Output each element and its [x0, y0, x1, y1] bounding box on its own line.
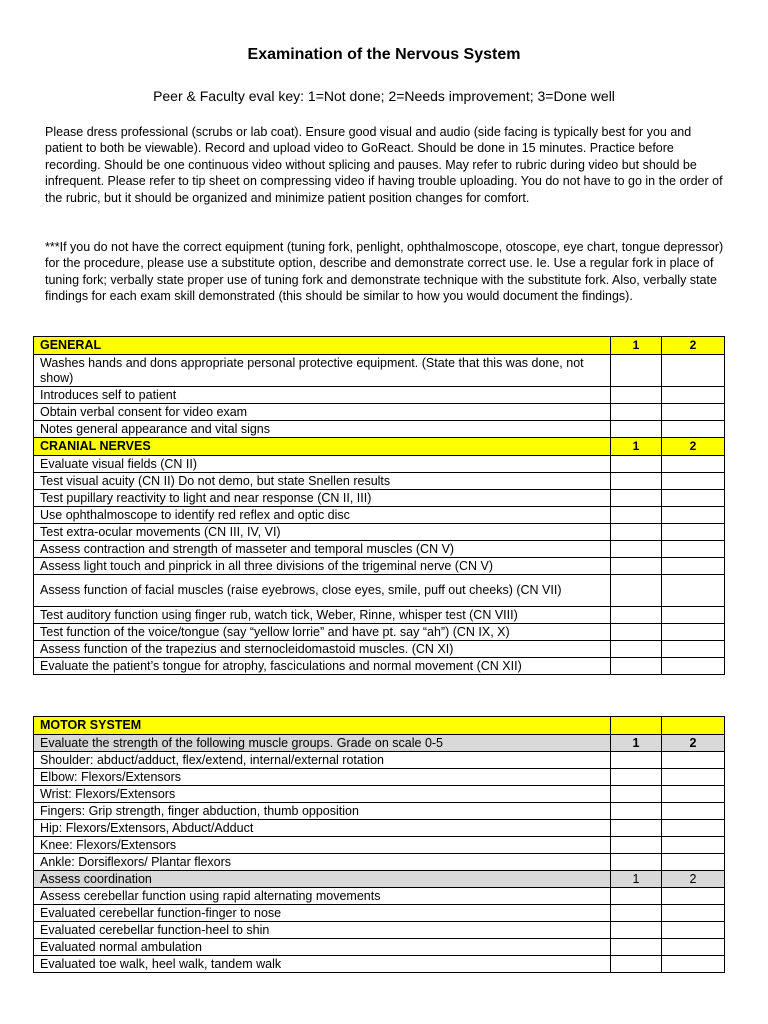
table-row — [34, 956, 725, 973]
score-cell-1[interactable] — [611, 624, 662, 641]
score-cell-1[interactable] — [611, 490, 662, 507]
score-cell-2[interactable] — [662, 641, 725, 658]
table-row — [34, 752, 725, 769]
table-row — [34, 658, 725, 675]
table-row — [34, 404, 725, 421]
score-cell-2[interactable] — [662, 456, 725, 473]
row-label: Ankle: Dorsiflexors/ Plantar flexors — [34, 854, 611, 871]
row-label: Elbow: Flexors/Extensors — [34, 769, 611, 786]
score-cell-1[interactable] — [611, 607, 662, 624]
score-cell-2[interactable] — [662, 786, 725, 803]
score-col-1-header: 1 — [611, 337, 662, 355]
row-label: Evaluated cerebellar function-finger to nose — [34, 905, 611, 922]
table-row — [34, 786, 725, 803]
score-cell-1[interactable] — [611, 355, 662, 387]
score-cell-2[interactable] — [662, 607, 725, 624]
score-cell-2[interactable] — [662, 490, 725, 507]
row-label: Test pupillary reactivity to light and near response (CN II, III) — [34, 490, 611, 507]
row-label: Test visual acuity (CN II) Do not demo, but state Snellen results — [34, 473, 611, 490]
row-label: Test auditory function using finger rub, watch tick, Weber, Rinne, whisper test (CN VIII) — [34, 607, 611, 624]
table-row — [34, 558, 725, 575]
row-label: Assess contraction and strength of masseter and temporal muscles (CN V) — [34, 541, 611, 558]
score-cell-1[interactable] — [611, 803, 662, 820]
row-label: Knee: Flexors/Extensors — [34, 837, 611, 854]
score-cell-2[interactable] — [662, 558, 725, 575]
table-row — [34, 575, 725, 607]
row-label: Evaluate visual fields (CN II) — [34, 456, 611, 473]
table-row — [34, 820, 725, 837]
score-cell-2[interactable] — [662, 837, 725, 854]
score-cell-2[interactable] — [662, 752, 725, 769]
row-label: Introduces self to patient — [34, 387, 611, 404]
score-col-1-header: 1 — [611, 438, 662, 456]
row-label: Assess function of the trapezius and sternocleidomastoid muscles. (CN XI) — [34, 641, 611, 658]
score-col-1-header: 1 — [611, 871, 662, 888]
score-cell-2[interactable] — [662, 624, 725, 641]
table-row — [34, 524, 725, 541]
row-label: Wrist: Flexors/Extensors — [34, 786, 611, 803]
table-row — [34, 624, 725, 641]
score-col-2-header — [662, 717, 725, 735]
score-cell-1[interactable] — [611, 524, 662, 541]
score-col-2-header: 2 — [662, 438, 725, 456]
score-cell-2[interactable] — [662, 854, 725, 871]
score-cell-2[interactable] — [662, 888, 725, 905]
table-row — [34, 922, 725, 939]
row-label: Assess cerebellar function using rapid alternating movements — [34, 888, 611, 905]
row-label: Evaluated cerebellar function-heel to shin — [34, 922, 611, 939]
score-cell-2[interactable] — [662, 820, 725, 837]
eval-key: Peer & Faculty eval key: 1=Not done; 2=Needs improvement; 3=Done well — [153, 88, 615, 104]
row-label: Notes general appearance and vital signs — [34, 421, 611, 438]
page-title: Examination of the Nervous System — [247, 46, 521, 63]
score-cell-1[interactable] — [611, 786, 662, 803]
row-label: Fingers: Grip strength, finger abduction, thumb opposition — [34, 803, 611, 820]
score-cell-1[interactable] — [611, 820, 662, 837]
row-label: Evaluated normal ambulation — [34, 939, 611, 956]
score-cell-1[interactable] — [611, 658, 662, 675]
general-cranial-rubric-table — [33, 336, 725, 675]
score-cell-2[interactable] — [662, 387, 725, 404]
row-label: Hip: Flexors/Extensors, Abduct/Adduct — [34, 820, 611, 837]
score-col-1-header: 1 — [611, 735, 662, 752]
table-row — [34, 803, 725, 820]
score-cell-1[interactable] — [611, 558, 662, 575]
score-cell-1[interactable] — [611, 752, 662, 769]
score-cell-2[interactable] — [662, 575, 725, 607]
equipment-note-paragraph: ***If you do not have the correct equipment (tuning fork, penlight, ophthalmoscope, otoscope, eye chart, tongue depressor) for the procedure, please use a substitute option, describe and demonstrate correct use. Ie. Use a regular fork in place of tuning fork; verbally state proper use of tuning fork and demonstrate technique with the substitute fork. Also, verbally state findings for each exam skill demonstrated (this should be similar to how you would document the findings). — [45, 240, 724, 304]
score-cell-2[interactable] — [662, 803, 725, 820]
score-cell-1[interactable] — [611, 507, 662, 524]
score-cell-2[interactable] — [662, 769, 725, 786]
instructions-paragraph: Please dress professional (scrubs or lab coat). Ensure good visual and audio (side facing is typically best for you and patient to both be viewable). Record and upload video to GoReact. Should be done in 15 minutes. Practice before recording. Should be one continuous video without splicing and pauses. May refer to rubric during video but should be infrequent. Please refer to tip sheet on compressing video if having trouble uploading. You do not have to go in the order of the rubric, but it should be organized and minimize patient position changes for comfort. — [45, 125, 723, 205]
score-cell-1[interactable] — [611, 575, 662, 607]
score-cell-2[interactable] — [662, 421, 725, 438]
row-label: Shoulder: abduct/adduct, flex/extend, internal/external rotation — [34, 752, 611, 769]
row-label: Test extra-ocular movements (CN III, IV, VI) — [34, 524, 611, 541]
table-row — [34, 456, 725, 473]
section-title: MOTOR SYSTEM — [34, 717, 611, 735]
score-cell-2[interactable] — [662, 658, 725, 675]
score-col-2-header: 2 — [662, 735, 725, 752]
score-col-2-header: 2 — [662, 871, 725, 888]
table-row — [34, 387, 725, 404]
section-title: GENERAL — [34, 337, 611, 355]
row-label: Assess function of facial muscles (raise eyebrows, close eyes, smile, puff out cheeks) (CN VII) — [34, 575, 611, 607]
table-row — [34, 939, 725, 956]
score-cell-1[interactable] — [611, 888, 662, 905]
score-col-2-header: 2 — [662, 337, 725, 355]
row-label: Assess light touch and pinprick in all three divisions of the trigeminal nerve (CN V) — [34, 558, 611, 575]
table-row — [34, 769, 725, 786]
score-cell-2[interactable] — [662, 355, 725, 387]
score-cell-2[interactable] — [662, 922, 725, 939]
score-cell-1[interactable] — [611, 905, 662, 922]
table-row — [34, 541, 725, 558]
motor-system-rubric-table — [33, 716, 725, 973]
score-cell-1[interactable] — [611, 456, 662, 473]
score-cell-1[interactable] — [611, 421, 662, 438]
subsection-header-coordination — [34, 871, 725, 888]
row-label: Evaluate the patient’s tongue for atrophy, fasciculations and normal movement (CN XII) — [34, 658, 611, 675]
subsection-title: Assess coordination — [34, 871, 611, 888]
table-row — [34, 490, 725, 507]
table-row — [34, 473, 725, 490]
table-row — [34, 905, 725, 922]
score-cell-1[interactable] — [611, 854, 662, 871]
score-cell-1[interactable] — [611, 473, 662, 490]
score-cell-1[interactable] — [611, 641, 662, 658]
row-label: Obtain verbal consent for video exam — [34, 404, 611, 421]
score-cell-2[interactable] — [662, 956, 725, 973]
score-cell-2[interactable] — [662, 905, 725, 922]
table-row — [34, 641, 725, 658]
section-header-general — [34, 337, 725, 355]
score-cell-1[interactable] — [611, 939, 662, 956]
score-cell-2[interactable] — [662, 507, 725, 524]
row-label: Washes hands and dons appropriate personal protective equipment. (State that this was done, not show) — [34, 355, 611, 387]
score-cell-1[interactable] — [611, 387, 662, 404]
table-row — [34, 421, 725, 438]
score-cell-2[interactable] — [662, 473, 725, 490]
subsection-header-strength — [34, 735, 725, 752]
score-cell-2[interactable] — [662, 939, 725, 956]
section-header-cranial-nerves — [34, 438, 725, 456]
score-cell-2[interactable] — [662, 524, 725, 541]
score-cell-2[interactable] — [662, 404, 725, 421]
row-label: Use ophthalmoscope to identify red reflex and optic disc — [34, 507, 611, 524]
score-cell-1[interactable] — [611, 956, 662, 973]
row-label: Test function of the voice/tongue (say “yellow lorrie” and have pt. say “ah”) (CN IX, X) — [34, 624, 611, 641]
section-title: CRANIAL NERVES — [34, 438, 611, 456]
table-row — [34, 507, 725, 524]
score-cell-2[interactable] — [662, 541, 725, 558]
score-cell-1[interactable] — [611, 837, 662, 854]
subsection-title: Evaluate the strength of the following muscle groups. Grade on scale 0-5 — [34, 735, 611, 752]
table-row — [34, 888, 725, 905]
table-row — [34, 355, 725, 387]
score-cell-1[interactable] — [611, 541, 662, 558]
section-header-motor-system — [34, 717, 725, 735]
row-label: Evaluated toe walk, heel walk, tandem walk — [34, 956, 611, 973]
score-cell-1[interactable] — [611, 922, 662, 939]
score-cell-1[interactable] — [611, 404, 662, 421]
table-row — [34, 837, 725, 854]
score-cell-1[interactable] — [611, 769, 662, 786]
table-row — [34, 607, 725, 624]
table-row — [34, 854, 725, 871]
score-col-1-header — [611, 717, 662, 735]
